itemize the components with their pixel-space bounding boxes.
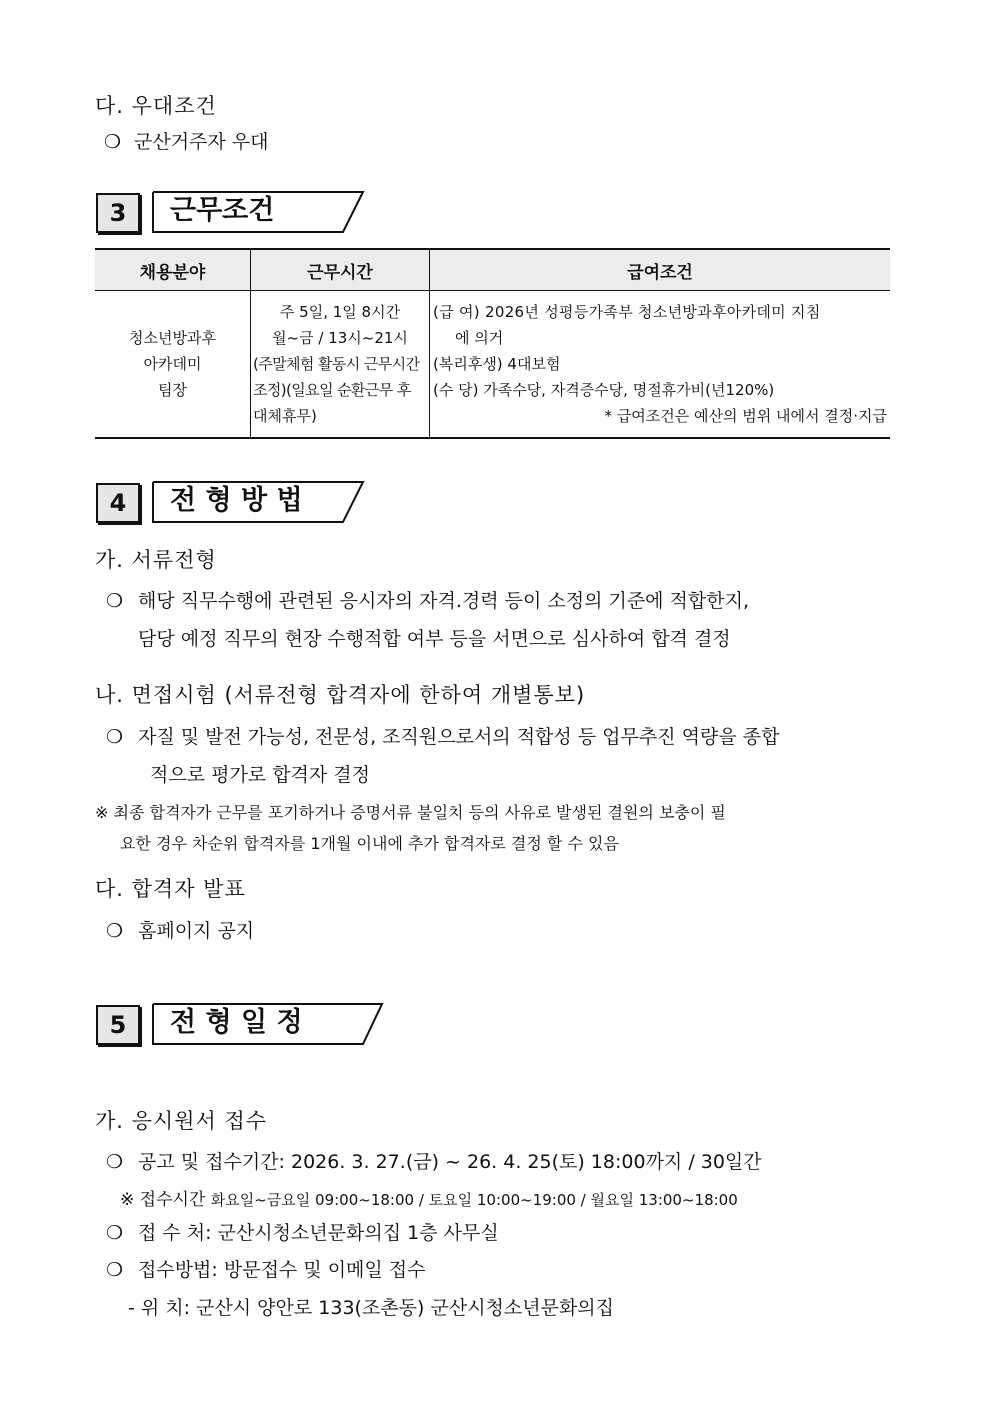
cell-hours: 주 5일, 1일 8시간 월~금 / 13시~21시 (주말체험 활동시 근무시간 조정)(일요일 순환근무 후 대체휴무) [251,291,430,439]
table-row [95,291,890,439]
bullet-icon: ❍ [104,131,122,153]
bullet-icon: ❍ [106,920,124,942]
bullet-icon: ❍ [106,1259,124,1281]
section-5-number: 5 [96,1005,140,1045]
section-3-number: 3 [96,193,140,233]
application-method: ❍ 접수방법: 방문접수 및 이메일 접수 [106,1259,426,1281]
section-4-number: 4 [96,483,140,523]
cell-pay: (급 여) 2026년 성평등가족부 청소년방과후아카데미 지침 에 의거 (복리후생) 4대보험 (수 당) 가족수당, 자격증수당, 명절휴가비(년120%) * 급여조건은 예산의 범위 내에서 결정·지급 [430,291,891,439]
application-period: ❍ 공고 및 접수기간: 2026. 3. 27.(금) ~ 26. 4. 25(토) 18:00까지 / 30일간 [106,1151,762,1173]
result-heading: 다. 합격자 발표 [95,877,246,901]
screening-document-line2: 담당 예정 직무의 현장 수행적합 여부 등을 서면으로 심사하여 합격 결정 [138,628,731,650]
bullet-icon: ❍ [106,726,124,748]
supplement-note-line1: ※ 최종 합격자가 근무를 포기하거나 증명서류 불일치 등의 사유로 발생된 결원의 보충이 필 [95,803,726,822]
screening-document-line1: ❍ 해당 직무수행에 관련된 응시자의 자격.경력 등이 소정의 기준에 적합한지, [106,590,750,612]
bullet-icon: ❍ [106,1222,124,1244]
preference-item: ❍ 군산거주자 우대 [104,131,269,153]
col-header-pay: 급여조건 [430,249,891,291]
section-5-title: 전 형 일 정 [170,1007,303,1038]
bullet-icon: ❍ [106,1151,124,1173]
application-location: - 위 치: 군산시 양안로 133(조촌동) 군산시청소년문화의집 [128,1297,615,1319]
section-4-title: 전 형 방 법 [170,485,303,516]
section-5-title-box [152,1003,372,1043]
work-conditions-table [95,248,890,439]
screening-document-heading: 가. 서류전형 [95,548,217,572]
section-3-title: 근무조건 [170,195,275,226]
col-header-field: 채용분야 [95,249,251,291]
section-3-title-box [152,191,372,231]
application-heading: 가. 응시원서 접수 [95,1109,268,1133]
application-hours: ※ 접수시간 화요일~금요일 09:00~18:00 / 토요일 10:00~19:00 / 월요일 13:00~18:00 [120,1190,738,1210]
interview-line1: ❍ 자질 및 발전 가능성, 전문성, 조직원으로서의 적합성 등 업무추진 역량을 종합 [106,726,780,748]
interview-heading: 나. 면접시험 (서류전형 합격자에 한하여 개별통보) [95,683,586,707]
supplement-note-line2: 요한 경우 차순위 합격자를 1개월 이내에 추가 합격자로 결정 할 수 있음 [120,834,619,853]
interview-line2: 적으로 평가로 합격자 결정 [150,764,371,786]
bullet-icon: ❍ [106,590,124,612]
col-header-hours: 근무시간 [251,249,430,291]
result-item: ❍ 홈페이지 공지 [106,920,255,942]
section-4-title-box [152,481,372,521]
cell-field: 청소년방과후 아카데미 팀장 [95,291,251,439]
preference-heading: 다. 우대조건 [95,94,217,118]
table-header-row [95,249,890,291]
application-place: ❍ 접 수 처: 군산시청소년문화의집 1층 사무실 [106,1222,499,1244]
